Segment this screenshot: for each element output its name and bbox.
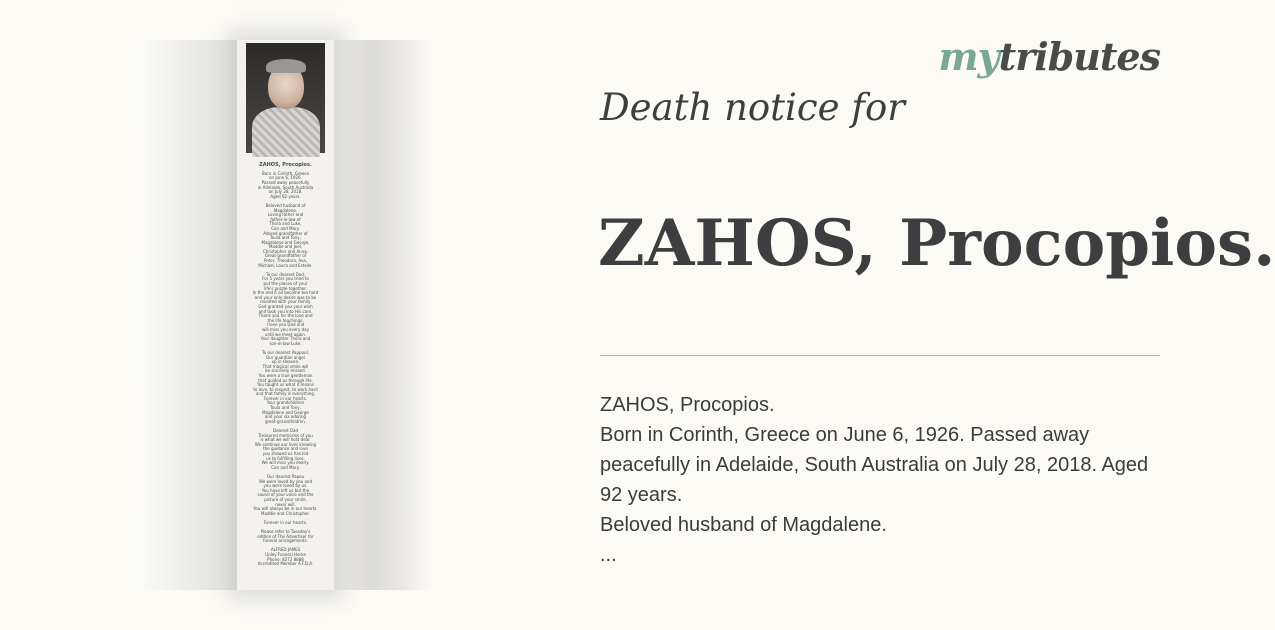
photo-body [252,107,320,157]
excerpt-ellipsis: ... [600,544,617,566]
deceased-name: ZAHOS, Procopios. [598,206,1275,281]
clipping-body: Born in Corinth, Greece on June 6, 1926. Passed away peacefully in Adelaide, South Australia on July 28, 2018. Aged 92 years. Beloved husband of Magdalene. Loving father and father-in-law of Thora and Luke, Con and Mary. Adored grandfather of Toula and Tony, Magdalene and George, Maddie and Joel, Christopher and Anna. Great-grandfather of Peter, Theodora, Ava, Michael, Louca and Estelle. To our dearest Dad, For 5 years you tried to put the pieces of your life's puzzle together. In the end it all became too hard and your only desire was to be reunited with your family. God granted you your wish and took you into His care. Thank you for the love and the life teachings. I love you Dad and will miss you every day until we meet again. Your daughter Thora and son-in-law Luke. To our dearest Pappoul, Our guardian angel up in Heaven. That magical smile will be sincerely missed. You were a true gentleman that guided us through life. You taught us what it means to love, to respect, to work hard and that family is everything. Forever in our hearts. Your grandchildren Toula and Tony, Magdalene and George and your six adoring great-grandchildren. Dearest Dad Treasured memories of you is what we will hold dear. We continue our lives knowing the guidance and love you showed us has led us to fulfilling lives. We will miss you dearly. Con and Mary. Our dearest Papou We were loved by you and you were loved by us. You have left us but the sound of your voice and the picture of your smile, never will. You will always be in our hearts. Maddie and Christopher. Forever in our hearts. Please refer to Tuesday's edition of The Advertiser for funeral arrangements. ALFRED JAMES Unley Funeral Home Phone: 8272 8888 Accredited Member A.F.D.A. [252,170,319,567]
excerpt-name: ZAHOS, Procopios. [600,394,775,416]
portrait-photo [246,43,325,153]
clipping-title: ZAHOS, Procopios. [259,161,312,168]
excerpt-husband: Beloved husband of Magdalene. [600,514,887,536]
mytributes-logo[interactable] [938,34,1160,79]
logo-my: my [938,34,999,79]
notice-excerpt [600,390,1160,570]
clipping-text [241,158,330,571]
newspaper-clipping [237,40,334,590]
photo-hair [266,59,306,73]
notice-heading: Death notice for [600,86,905,129]
excerpt-birth: Born in Corinth, Greece on June 6, 1926. Passed away peacefully in Adelaide, South Australia on July 28, 2018. Aged 92 years. [600,424,1149,506]
divider [600,355,1160,356]
logo-tributes: tributes [998,34,1160,79]
